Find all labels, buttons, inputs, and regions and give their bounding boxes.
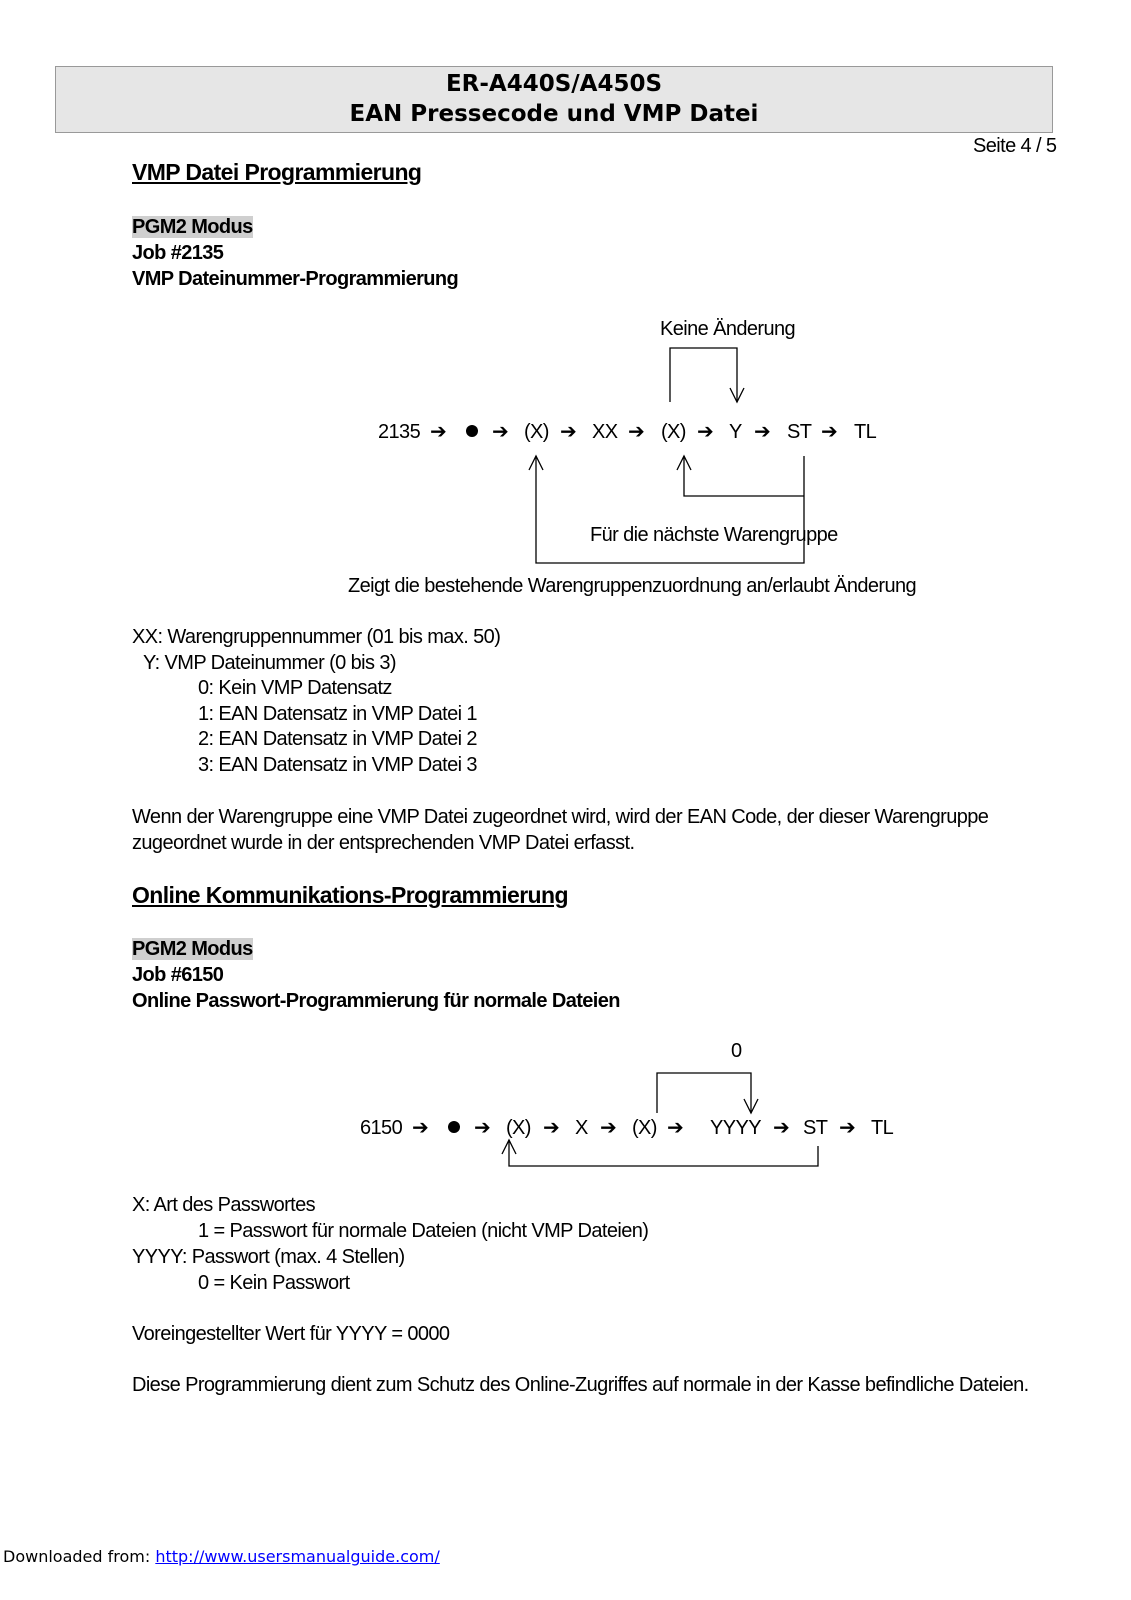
token: TL xyxy=(854,421,877,443)
token: (X) xyxy=(661,421,686,443)
footer-label: Downloaded from: xyxy=(3,1547,156,1566)
job-number: Job #6150 xyxy=(132,964,224,986)
arrow-right-icon: ➔ xyxy=(667,1115,684,1139)
token: (X) xyxy=(506,1117,531,1139)
token: (X) xyxy=(632,1117,657,1139)
token: XX xyxy=(592,421,618,443)
default-value: Voreingestellter Wert für YYYY = 0000 xyxy=(132,1323,450,1345)
arrow-right-icon: ➔ xyxy=(430,419,447,443)
definition: 1: EAN Datensatz in VMP Datei 1 xyxy=(198,703,477,725)
arrow-right-icon: ➔ xyxy=(543,1115,560,1139)
note-line: zugeordnet wurde in der entsprechenden VMP Datei erfasst. xyxy=(132,832,635,854)
section-heading-vmp: VMP Datei Programmierung xyxy=(132,159,422,185)
definition: 2: EAN Datensatz in VMP Datei 2 xyxy=(198,728,477,750)
arrow-right-icon: ➔ xyxy=(412,1115,429,1139)
definition: Y: VMP Dateinummer (0 bis 3) xyxy=(143,652,396,674)
arrow-right-icon: ➔ xyxy=(821,419,838,443)
arrow-right-icon: ➔ xyxy=(839,1115,856,1139)
footer xyxy=(3,1547,440,1566)
token: YYYY xyxy=(710,1117,761,1139)
token: TL xyxy=(871,1117,894,1139)
token: 2135 xyxy=(378,421,421,443)
definition: YYYY: Passwort (max. 4 Stellen) xyxy=(132,1246,405,1268)
mode-badge: PGM2 Modus xyxy=(132,216,253,238)
label-keine-aenderung: Keine Änderung xyxy=(660,318,796,340)
section-heading-online: Online Kommunikations-Programmierung xyxy=(132,882,568,908)
label-zuordnung: Zeigt die bestehende Warengruppenzuordnung an/erlaubt Änderung xyxy=(348,575,917,597)
job-number: Job #2135 xyxy=(132,242,224,264)
token: ST xyxy=(803,1117,828,1139)
label-zero: 0 xyxy=(731,1040,742,1062)
definition: X: Art des Passwortes xyxy=(132,1194,316,1216)
mode-badge: PGM2 Modus xyxy=(132,938,253,960)
token: X xyxy=(575,1117,588,1139)
document-title: EAN Pressecode und VMP Datei xyxy=(349,101,759,127)
job-subtitle: Online Passwort-Programmierung für normale Dateien xyxy=(132,990,620,1012)
arrow-right-icon: ➔ xyxy=(560,419,577,443)
token: ST xyxy=(787,421,812,443)
definition: 1 = Passwort für normale Dateien (nicht VMP Dateien) xyxy=(198,1220,649,1242)
footer-link[interactable]: http://www.usersmanualguide.com/ xyxy=(155,1547,440,1566)
token: (X) xyxy=(524,421,549,443)
definition: 0 = Kein Passwort xyxy=(198,1272,350,1294)
arrow-right-icon: ➔ xyxy=(474,1115,491,1139)
note: Diese Programmierung dient zum Schutz des Online-Zugriffes auf normale in der Kasse befindliche Dateien. xyxy=(132,1374,1029,1396)
job-subtitle: VMP Dateinummer-Programmierung xyxy=(132,268,459,290)
token: 6150 xyxy=(360,1117,403,1139)
arrow-right-icon: ➔ xyxy=(600,1115,617,1139)
arrow-right-icon: ➔ xyxy=(492,419,509,443)
arrow-right-icon: ➔ xyxy=(773,1115,790,1139)
note-line: Wenn der Warengruppe eine VMP Datei zugeordnet wird, wird der EAN Code, der dieser Warengruppe xyxy=(132,806,989,828)
label-naechste-warengruppe: Für die nächste Warengruppe xyxy=(590,524,838,546)
arrow-right-icon: ➔ xyxy=(697,419,714,443)
definition: 0: Kein VMP Datensatz xyxy=(198,677,392,699)
arrow-right-icon: ➔ xyxy=(628,419,645,443)
page-number: Seite 4 / 5 xyxy=(973,135,1057,157)
definition: XX: Warengruppennummer (01 bis max. 50) xyxy=(132,626,501,648)
definition: 3: EAN Datensatz in VMP Datei 3 xyxy=(198,754,477,776)
model-title: ER-A440S/A450S xyxy=(445,71,663,97)
token: Y xyxy=(729,421,742,443)
arrow-right-icon: ➔ xyxy=(754,419,771,443)
